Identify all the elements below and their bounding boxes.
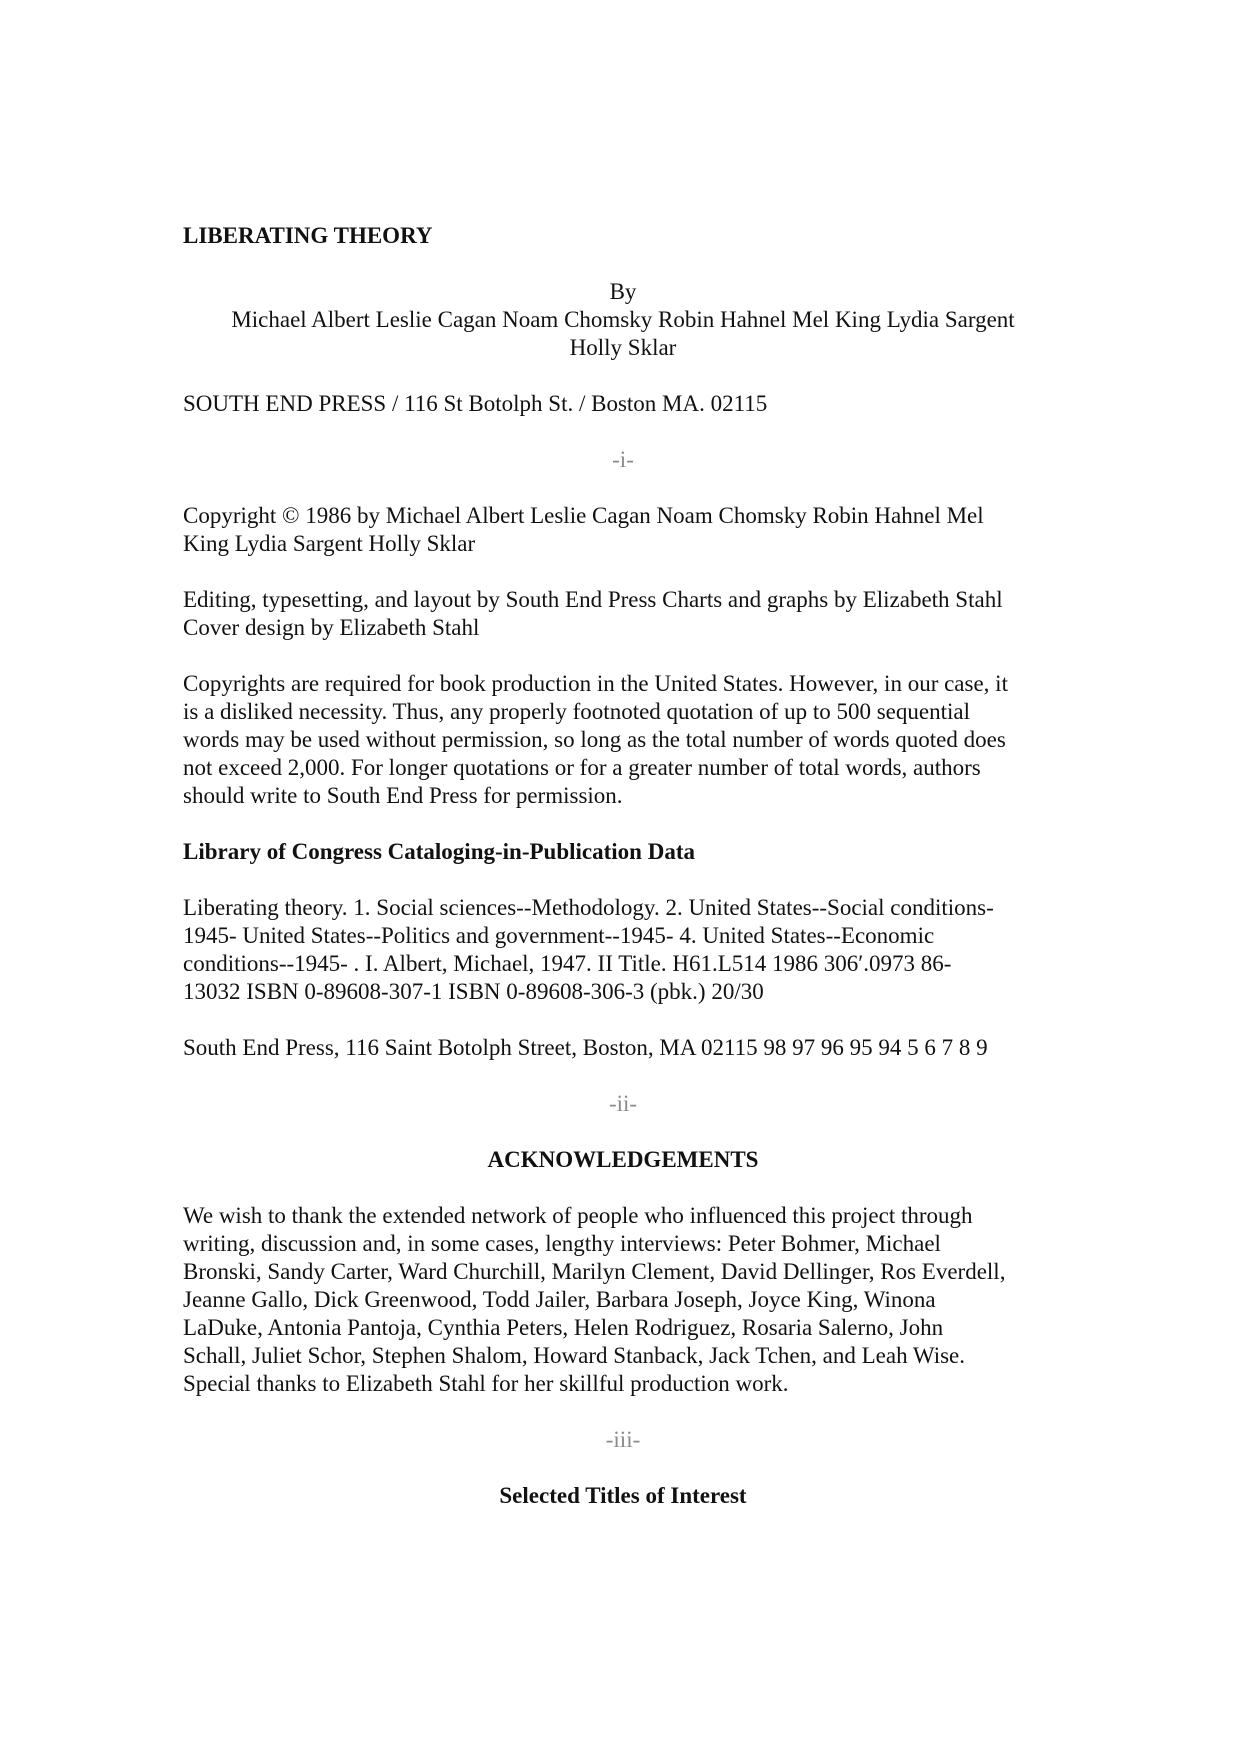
acknowledgements-paragraph [183, 1202, 1063, 1398]
ack-line: Bronski, Sandy Carter, Ward Churchill, Marilyn Clement, David Dellinger, Ros Everdell, [183, 1259, 1006, 1284]
ack-line: Jeanne Gallo, Dick Greenwood, Todd Jailer, Barbara Joseph, Joyce King, Winona [183, 1287, 936, 1312]
page-number-iii: -iii- [605, 1427, 641, 1452]
cip-line: 13032 ISBN 0-89608-307-1 ISBN 0-89608-306-3 (pbk.) 20/30 [183, 979, 764, 1004]
permissions-line: is a disliked necessity. Thus, any properly footnoted quotation of up to 500 sequential [183, 699, 970, 724]
by-label: By [609, 279, 637, 304]
permissions-line: Copyrights are required for book production in the United States. However, in our case, it [183, 671, 1008, 696]
ack-line: Schall, Juliet Schor, Stephen Shalom, Howard Stanback, Jack Tchen, and Leah Wise. [183, 1343, 965, 1368]
publisher-line: SOUTH END PRESS / 116 St Botolph St. / Boston MA. 02115 [183, 391, 768, 416]
page-number-i: -i- [612, 447, 634, 472]
document-page [183, 222, 1063, 1510]
ack-line: We wish to thank the extended network of people who influenced this project through [183, 1203, 973, 1228]
credits-line: Cover design by Elizabeth Stahl [183, 615, 480, 640]
publisher-address: South End Press, 116 Saint Botolph Street, Boston, MA 02115 98 97 96 95 94 5 6 7 8 9 [183, 1035, 988, 1060]
copyright-notice [183, 502, 1063, 558]
selected-titles-heading: Selected Titles of Interest [499, 1483, 747, 1508]
production-credits [183, 586, 1063, 642]
book-title: LIBERATING THEORY [183, 223, 433, 248]
cip-line: conditions--1945- . I. Albert, Michael, 1947. II Title. H61.L514 1986 306′.0973 86- [183, 951, 952, 976]
ack-line: Special thanks to Elizabeth Stahl for her skillful production work. [183, 1371, 789, 1396]
cip-heading: Library of Congress Cataloging-in-Publication Data [183, 839, 695, 864]
copyright-line: King Lydia Sargent Holly Sklar [183, 531, 476, 556]
cip-line: Liberating theory. 1. Social sciences--Methodology. 2. United States--Social conditions- [183, 895, 994, 920]
cip-data [183, 894, 1063, 1006]
acknowledgements-heading: ACKNOWLEDGEMENTS [487, 1147, 759, 1172]
permissions-line: words may be used without permission, so long as the total number of words quoted does [183, 727, 1006, 752]
ack-line: writing, discussion and, in some cases, lengthy interviews: Peter Bohmer, Michael [183, 1231, 941, 1256]
cip-line: 1945- United States--Politics and government--1945- 4. United States--Economic [183, 923, 935, 948]
ack-line: LaDuke, Antonia Pantoja, Cynthia Peters, Helen Rodriguez, Rosaria Salerno, John [183, 1315, 944, 1340]
credits-line: Editing, typesetting, and layout by South End Press Charts and graphs by Elizabeth Stahl [183, 587, 1003, 612]
permissions-line: not exceed 2,000. For longer quotations or for a greater number of total words, authors [183, 755, 981, 780]
permissions-paragraph [183, 670, 1063, 810]
authors-line-1: Michael Albert Leslie Cagan Noam Chomsky Robin Hahnel Mel King Lydia Sargent [231, 307, 1015, 332]
page-number-ii: -ii- [608, 1091, 638, 1116]
copyright-line: Copyright © 1986 by Michael Albert Leslie Cagan Noam Chomsky Robin Hahnel Mel [183, 503, 984, 528]
authors-line-2: Holly Sklar [569, 335, 677, 360]
permissions-line: should write to South End Press for permission. [183, 783, 623, 808]
